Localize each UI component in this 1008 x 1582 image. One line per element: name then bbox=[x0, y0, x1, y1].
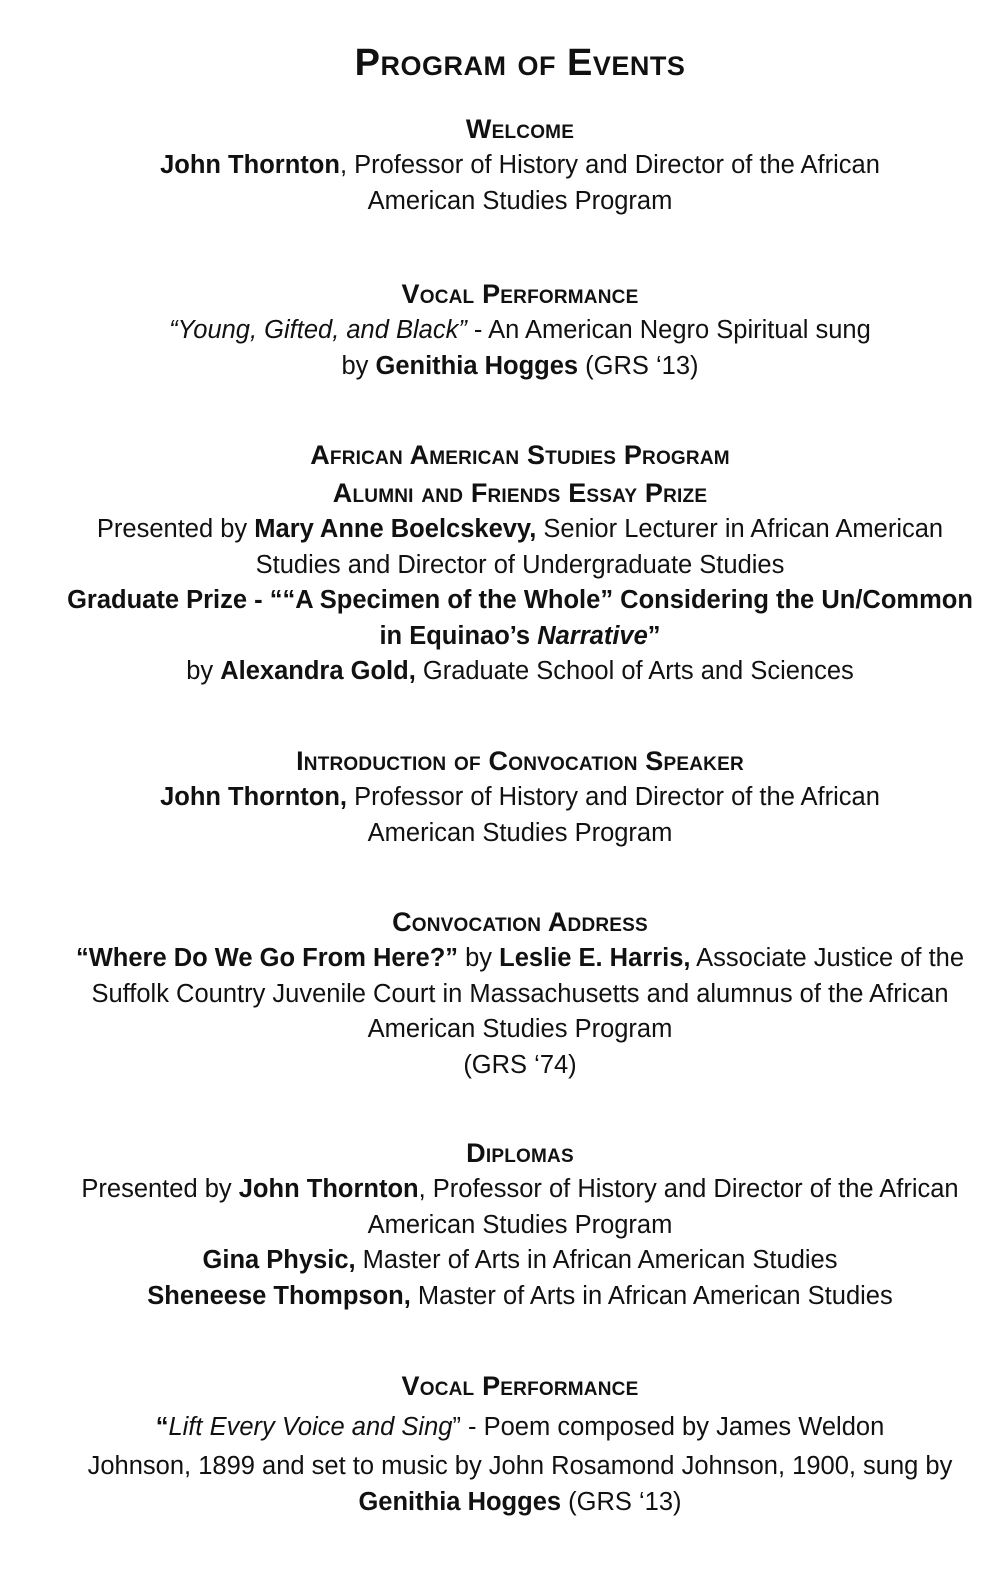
recipient-degree: Master of Arts in African American Studies bbox=[355, 1246, 838, 1274]
diploma-recipient bbox=[40, 1279, 1000, 1315]
prize-by: by bbox=[186, 657, 221, 685]
vocal1-desc: - An American Negro Spiritual sung bbox=[466, 316, 871, 344]
vocal2-line-3 bbox=[40, 1485, 1000, 1521]
address-desc-1: Associate Justice of the bbox=[690, 944, 965, 972]
intro-heading: Introduction of Convocation Speaker bbox=[296, 746, 744, 776]
vocal1-by: by bbox=[341, 351, 376, 380]
address-heading: Convocation Address bbox=[392, 907, 648, 937]
vocal1-heading: Vocal Performance bbox=[401, 279, 639, 309]
recipient-degree: Master of Arts in African American Studies bbox=[410, 1281, 893, 1310]
vocal2-quote-close: ” bbox=[452, 1413, 461, 1441]
address-desc-3: American Studies Program bbox=[367, 1015, 673, 1043]
section-introduction bbox=[40, 742, 1000, 851]
vocal2-song: Lift Every Voice and Sing bbox=[168, 1413, 453, 1441]
prize-heading-2: Alumni and Friends Essay Prize bbox=[332, 478, 708, 508]
section-vocal-performance-1 bbox=[40, 275, 1000, 384]
prize-winner-line bbox=[40, 654, 1000, 690]
graduate-prize-title: Graduate Prize - ““A Specimen of the Whole” Considering the Un/Common bbox=[67, 586, 973, 614]
vocal2-quote-open: “ bbox=[155, 1413, 169, 1441]
graduate-prize-part-a: in Equinao’s bbox=[379, 621, 538, 650]
prize-presenter: Mary Anne Boelcskevy, bbox=[254, 515, 537, 543]
prize-winner: Alexandra Gold, bbox=[220, 657, 416, 685]
section-welcome bbox=[40, 110, 1000, 219]
address-speaker: Leslie E. Harris, bbox=[499, 944, 691, 972]
vocal2-desc-1: - Poem composed by James Weldon bbox=[460, 1413, 885, 1441]
address-desc-2: Suffolk Country Juvenile Court in Massachusetts and alumnus of the African bbox=[91, 979, 949, 1008]
intro-desc-2: American Studies Program bbox=[367, 818, 673, 847]
vocal1-line-1 bbox=[40, 313, 1000, 349]
prize-presenter-desc-2: Studies and Director of Undergraduate Studies bbox=[255, 550, 785, 579]
page-title: Program of Events bbox=[354, 42, 686, 84]
prize-presenter-desc-1: Senior Lecturer in African American bbox=[536, 515, 944, 543]
vocal2-desc-2: Johnson, 1899 and set to music by John Rosamond Johnson, 1900, sung by bbox=[87, 1452, 953, 1480]
graduate-prize-title-2 bbox=[379, 622, 660, 650]
address-year: (GRS ‘74) bbox=[463, 1050, 577, 1079]
intro-name: John Thornton, bbox=[160, 783, 348, 811]
recipient-name: Gina Physic, bbox=[202, 1246, 356, 1274]
section-vocal-performance-2 bbox=[40, 1367, 1000, 1520]
diplomas-presenter-line bbox=[40, 1172, 1000, 1208]
welcome-heading: Welcome bbox=[465, 114, 575, 144]
section-convocation-address bbox=[40, 903, 1000, 1083]
diplomas-presenter-desc-1: , Professor of History and Director of the African bbox=[418, 1175, 959, 1203]
prize-presented-by: Presented by bbox=[96, 515, 255, 543]
prize-presenter-line bbox=[40, 512, 1000, 548]
welcome-desc-1: , Professor of History and Director of the African bbox=[339, 151, 880, 179]
graduate-prize-part-b: Narrative bbox=[537, 621, 648, 650]
vocal1-performer: Genithia Hogges bbox=[375, 351, 579, 380]
diploma-recipient bbox=[40, 1243, 1000, 1279]
vocal1-line-2 bbox=[40, 349, 1000, 385]
vocal1-song: “Young, Gifted, and Black” bbox=[169, 316, 467, 344]
diplomas-presented-by: Presented by bbox=[81, 1175, 239, 1203]
address-talk: “Where Do We Go From Here?” bbox=[75, 944, 459, 972]
vocal2-line-1 bbox=[40, 1405, 1000, 1449]
diplomas-presenter-desc-2: American Studies Program bbox=[367, 1210, 673, 1239]
recipient-name: Sheneese Thompson, bbox=[147, 1281, 411, 1310]
welcome-line-1 bbox=[40, 148, 1000, 184]
vocal1-year: (GRS ‘13) bbox=[578, 351, 699, 380]
graduate-prize-part-c: ” bbox=[647, 621, 661, 650]
address-by: by bbox=[458, 944, 500, 972]
graduate-prize-line-1 bbox=[40, 583, 1000, 619]
diplomas-heading: Diplomas bbox=[466, 1138, 574, 1168]
welcome-desc-2: American Studies Program bbox=[367, 186, 673, 215]
graduate-prize-line-2 bbox=[40, 619, 1000, 655]
intro-desc-1: Professor of History and Director of the African bbox=[347, 783, 880, 811]
vocal2-performer: Genithia Hogges bbox=[358, 1487, 562, 1516]
vocal2-year: (GRS ‘13) bbox=[561, 1487, 682, 1516]
prize-winner-desc: Graduate School of Arts and Sciences bbox=[415, 657, 854, 685]
section-diplomas bbox=[40, 1134, 1000, 1314]
address-line-1 bbox=[40, 941, 1000, 977]
diplomas-presenter: John Thornton bbox=[238, 1175, 419, 1203]
section-essay-prize bbox=[40, 436, 1000, 690]
welcome-name: John Thornton bbox=[160, 151, 340, 179]
intro-line-1 bbox=[40, 780, 1000, 816]
vocal2-heading: Vocal Performance bbox=[401, 1371, 639, 1401]
prize-heading-1: African American Studies Program bbox=[310, 440, 730, 470]
